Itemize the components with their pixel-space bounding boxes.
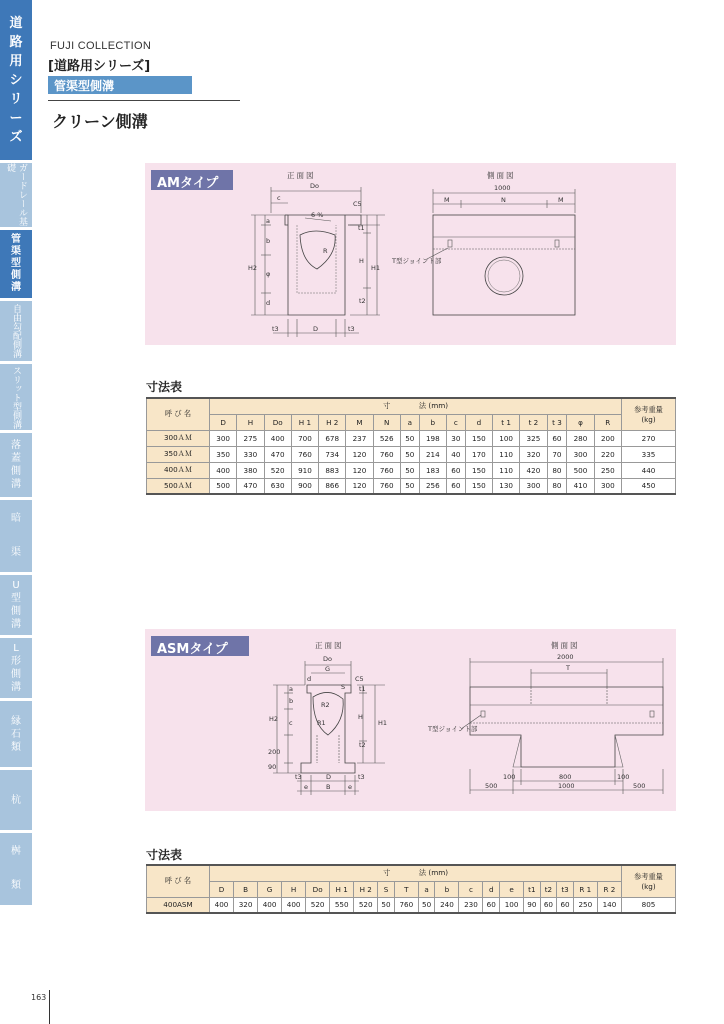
table-cell: 60 <box>483 897 500 913</box>
table-cell: 760 <box>373 478 400 494</box>
svg-text:800: 800 <box>559 773 572 781</box>
table-cell: 320 <box>234 897 258 913</box>
am_table-col-3: H 1 <box>291 414 318 430</box>
table-row <box>147 478 676 494</box>
asm-weight-header: 参考重量 (kg) <box>622 865 676 897</box>
svg-text:6 %: 6 % <box>311 211 324 219</box>
asm-table-body <box>147 897 676 913</box>
table-cell: 30 <box>446 430 465 446</box>
asm_table-col-1: B <box>234 881 258 897</box>
svg-text:T型ジョイント部: T型ジョイント部 <box>392 257 442 265</box>
svg-text:M: M <box>444 196 450 204</box>
row-name: 400ＡＭ <box>147 462 210 478</box>
sidebar-tab-8[interactable]: L 形 側 溝 <box>0 638 32 698</box>
table-cell: 183 <box>419 462 446 478</box>
am_table-col-4: H 2 <box>319 414 346 430</box>
svg-text:90: 90 <box>268 763 277 771</box>
am_table-col-6: N <box>373 414 400 430</box>
svg-text:H1: H1 <box>371 264 381 272</box>
svg-text:c: c <box>289 719 293 727</box>
table-cell: 140 <box>597 897 621 913</box>
svg-text:φ: φ <box>266 270 271 278</box>
category-badge: 管渠型側溝 <box>48 76 192 94</box>
table-cell: 50 <box>378 897 395 913</box>
svg-text:d: d <box>266 299 271 307</box>
asm_table-col-6: H 2 <box>354 881 378 897</box>
table-cell: 110 <box>493 446 520 462</box>
table-cell: 410 <box>567 478 594 494</box>
sidebar-tab-3[interactable]: 自由勾配側溝 <box>0 301 32 361</box>
am_table-col-15: R <box>594 414 621 430</box>
am_table-col-7: a <box>400 414 419 430</box>
page-rule <box>49 990 50 1024</box>
table-cell: 150 <box>465 430 492 446</box>
table-cell: 400 <box>210 462 237 478</box>
am_table-col-0: D <box>210 414 237 430</box>
table-cell: 80 <box>547 462 567 478</box>
sidebar-tab-2[interactable]: 管 渠 型 側 溝 <box>0 230 32 298</box>
am_table-col-10: d <box>465 414 492 430</box>
svg-text:H2: H2 <box>248 264 258 272</box>
series-label: [道路用シリーズ] <box>48 59 151 74</box>
asm_table-col-3: H <box>282 881 306 897</box>
table-cell: 240 <box>435 897 459 913</box>
table-cell: 910 <box>291 462 318 478</box>
table-cell: 325 <box>520 430 547 446</box>
table-cell: 300 <box>594 478 621 494</box>
asm-front-title: 正面図 <box>315 641 344 650</box>
table-cell: 866 <box>319 478 346 494</box>
asm_table-col-9: a <box>418 881 435 897</box>
row-name: 500ＡＭ <box>147 478 210 494</box>
am-name-header: 呼 び 名 <box>147 398 210 430</box>
table-cell: 400 <box>264 430 291 446</box>
table-cell: 100 <box>500 897 524 913</box>
am_table-col-12: t 2 <box>520 414 547 430</box>
page-title: クリーン側溝 <box>52 112 148 131</box>
row-name: 400ASM <box>147 897 210 913</box>
table-cell: 300 <box>567 446 594 462</box>
table-cell: 380 <box>237 462 264 478</box>
svg-text:2000: 2000 <box>557 653 574 661</box>
asm_table-col-16: t3 <box>557 881 574 897</box>
row-name: 300ＡＭ <box>147 430 210 446</box>
table-cell: 250 <box>573 897 597 913</box>
svg-text:d: d <box>307 675 312 683</box>
svg-text:H2: H2 <box>269 715 279 723</box>
svg-text:Do: Do <box>310 182 319 190</box>
svg-text:t2: t2 <box>359 297 366 305</box>
table-cell: 760 <box>373 462 400 478</box>
svg-text:H: H <box>358 713 363 721</box>
table-cell: 130 <box>493 478 520 494</box>
asm_table-col-13: e <box>500 881 524 897</box>
sidebar-tab-11[interactable]: 桝 類 <box>0 833 32 905</box>
am-table-body <box>147 430 676 494</box>
table-cell: 280 <box>567 430 594 446</box>
table-cell: 500 <box>210 478 237 494</box>
table-cell: 170 <box>465 446 492 462</box>
sidebar-tab-9[interactable]: 縁 石 類 <box>0 701 32 767</box>
asm_table-col-14: t1 <box>524 881 541 897</box>
table-cell: 110 <box>493 462 520 478</box>
row-name: 350ＡＭ <box>147 446 210 462</box>
table-cell: 150 <box>465 478 492 494</box>
sidebar-tab-0[interactable]: 道 路 用 シ リ ー ズ <box>0 0 32 160</box>
svg-text:500: 500 <box>485 782 498 790</box>
asm-type-label: ASMタイプ <box>151 636 249 656</box>
table-cell: 500 <box>567 462 594 478</box>
table-cell: 50 <box>400 446 419 462</box>
asm-side-title: 側面図 <box>551 641 580 650</box>
table-cell: 520 <box>264 462 291 478</box>
svg-text:500: 500 <box>633 782 646 790</box>
am_table-col-11: t 1 <box>493 414 520 430</box>
row-weight: 805 <box>622 897 676 913</box>
am_table-col-13: t 3 <box>547 414 567 430</box>
am_table-col-9: c <box>446 414 465 430</box>
svg-text:H: H <box>359 257 364 265</box>
asm_table-col-0: D <box>210 881 234 897</box>
table-cell: 700 <box>291 430 318 446</box>
am_table-col-2: Do <box>264 414 291 430</box>
table-cell: 50 <box>418 897 435 913</box>
asm_table-col-11: c <box>459 881 483 897</box>
table-row <box>147 897 676 913</box>
svg-text:t1: t1 <box>358 224 365 232</box>
am-type-label: AMタイプ <box>151 170 233 190</box>
table-row <box>147 446 676 462</box>
row-weight: 335 <box>622 446 676 462</box>
table-cell: 400 <box>282 897 306 913</box>
am-dims-header: 寸 法 (mm) <box>210 398 622 414</box>
table-cell: 883 <box>319 462 346 478</box>
svg-text:t3: t3 <box>348 325 355 333</box>
table-cell: 120 <box>346 462 373 478</box>
table-cell: 300 <box>210 430 237 446</box>
row-weight: 440 <box>622 462 676 478</box>
am_table-col-1: H <box>237 414 264 430</box>
table-cell: 80 <box>547 478 567 494</box>
table-cell: 200 <box>594 430 621 446</box>
table-cell: 214 <box>419 446 446 462</box>
svg-text:b: b <box>289 697 294 705</box>
table-cell: 250 <box>594 462 621 478</box>
table-cell: 678 <box>319 430 346 446</box>
table-cell: 40 <box>446 446 465 462</box>
table-row <box>147 430 676 446</box>
asm_table-col-18: R 2 <box>597 881 621 897</box>
table-cell: 420 <box>520 462 547 478</box>
asm_table-col-2: G <box>258 881 282 897</box>
svg-text:Do: Do <box>323 655 332 663</box>
table-cell: 90 <box>524 897 541 913</box>
svg-text:S: S <box>341 683 346 691</box>
svg-text:N: N <box>501 196 506 204</box>
am_table-col-5: M <box>346 414 373 430</box>
asm_table-col-5: H 1 <box>330 881 354 897</box>
table-cell: 50 <box>400 478 419 494</box>
table-cell: 256 <box>419 478 446 494</box>
am-column-headers <box>147 414 676 430</box>
table-cell: 320 <box>520 446 547 462</box>
asm-table-title: 寸法表 <box>146 848 183 862</box>
svg-text:1000: 1000 <box>558 782 575 790</box>
svg-text:100: 100 <box>617 773 630 781</box>
asm_table-col-4: Do <box>306 881 330 897</box>
asm-name-header: 呼 び 名 <box>147 865 210 897</box>
sidebar-nav <box>0 0 32 1024</box>
asm_table-col-15: t2 <box>540 881 557 897</box>
am-table-title: 寸法表 <box>146 380 183 394</box>
table-cell: 237 <box>346 430 373 446</box>
table-cell: 60 <box>540 897 557 913</box>
sidebar-tab-5[interactable]: 落 蓋 側 溝 <box>0 433 32 497</box>
asm_table-col-8: T <box>394 881 418 897</box>
svg-text:100: 100 <box>503 773 516 781</box>
table-cell: 400 <box>258 897 282 913</box>
table-cell: 60 <box>446 462 465 478</box>
table-cell: 900 <box>291 478 318 494</box>
table-cell: 330 <box>237 446 264 462</box>
table-cell: 230 <box>459 897 483 913</box>
am-dimensions-table <box>146 397 676 495</box>
brand-name: FUJI COLLECTION <box>50 40 152 52</box>
table-cell: 630 <box>264 478 291 494</box>
table-cell: 100 <box>493 430 520 446</box>
svg-text:a: a <box>289 685 293 693</box>
sidebar-tab-4[interactable]: スリット型側溝 <box>0 364 32 430</box>
am-weight-header: 参考重量 (kg) <box>622 398 676 430</box>
table-cell: 760 <box>394 897 418 913</box>
svg-text:e: e <box>348 783 352 791</box>
svg-text:c: c <box>277 194 281 202</box>
svg-text:R1: R1 <box>317 719 326 727</box>
row-weight: 270 <box>622 430 676 446</box>
asm-dims-header: 寸 法 (mm) <box>210 865 622 881</box>
am-drawings <box>145 163 676 345</box>
asm_table-col-12: d <box>483 881 500 897</box>
svg-text:t3: t3 <box>358 773 365 781</box>
table-cell: 350 <box>210 446 237 462</box>
am-front-title: 正面図 <box>287 171 316 180</box>
table-cell: 150 <box>465 462 492 478</box>
header-rule <box>48 100 240 101</box>
svg-text:D: D <box>326 773 332 781</box>
table-cell: 120 <box>346 446 373 462</box>
svg-text:t1: t1 <box>359 685 366 693</box>
table-cell: 760 <box>373 446 400 462</box>
svg-text:b: b <box>266 237 271 245</box>
sidebar-tab-10[interactable]: 杭 <box>0 770 32 830</box>
table-cell: 198 <box>419 430 446 446</box>
table-cell: 550 <box>330 897 354 913</box>
sidebar-tab-1[interactable]: ガードレール基礎 <box>0 163 32 227</box>
table-cell: 70 <box>547 446 567 462</box>
svg-text:C5: C5 <box>353 200 362 208</box>
row-weight: 450 <box>622 478 676 494</box>
svg-text:H1: H1 <box>378 719 388 727</box>
svg-text:200: 200 <box>268 748 281 756</box>
svg-text:B: B <box>326 783 331 791</box>
table-cell: 526 <box>373 430 400 446</box>
svg-text:e: e <box>304 783 308 791</box>
asm-diagram-panel <box>145 629 676 811</box>
svg-text:T: T <box>566 664 570 672</box>
table-cell: 470 <box>237 478 264 494</box>
table-cell: 734 <box>319 446 346 462</box>
table-cell: 50 <box>400 462 419 478</box>
table-cell: 520 <box>306 897 330 913</box>
table-row <box>147 462 676 478</box>
table-cell: 60 <box>547 430 567 446</box>
table-cell: 520 <box>354 897 378 913</box>
table-cell: 60 <box>446 478 465 494</box>
table-cell: 120 <box>346 478 373 494</box>
am-side-title: 側面図 <box>487 171 516 180</box>
asm_table-col-7: S <box>378 881 395 897</box>
svg-text:t3: t3 <box>272 325 279 333</box>
svg-text:t2: t2 <box>359 741 366 749</box>
svg-text:G: G <box>325 665 331 673</box>
sidebar-tab-6[interactable]: 暗 渠 <box>0 500 32 572</box>
svg-text:T型ジョイント部: T型ジョイント部 <box>428 725 478 733</box>
svg-text:D: D <box>313 325 319 333</box>
table-cell: 470 <box>264 446 291 462</box>
svg-text:1000: 1000 <box>494 184 511 192</box>
svg-text:M: M <box>558 196 564 204</box>
asm_table-col-17: R 1 <box>573 881 597 897</box>
table-cell: 50 <box>400 430 419 446</box>
svg-text:R2: R2 <box>321 701 330 709</box>
svg-text:a: a <box>266 217 270 225</box>
sidebar-tab-7[interactable]: U 型 側 溝 <box>0 575 32 635</box>
asm-dimensions-table <box>146 864 676 914</box>
svg-text:C5: C5 <box>355 675 364 683</box>
asm_table-col-10: b <box>435 881 459 897</box>
table-cell: 760 <box>291 446 318 462</box>
table-cell: 60 <box>557 897 574 913</box>
page-number: 163 <box>31 993 47 1002</box>
table-cell: 400 <box>210 897 234 913</box>
am_table-col-8: b <box>419 414 446 430</box>
table-cell: 220 <box>594 446 621 462</box>
svg-text:R: R <box>323 247 328 255</box>
svg-text:t3: t3 <box>295 773 302 781</box>
am-diagram-panel <box>145 163 676 345</box>
asm-column-headers <box>147 881 676 897</box>
table-cell: 300 <box>520 478 547 494</box>
am_table-col-14: φ <box>567 414 594 430</box>
table-cell: 275 <box>237 430 264 446</box>
